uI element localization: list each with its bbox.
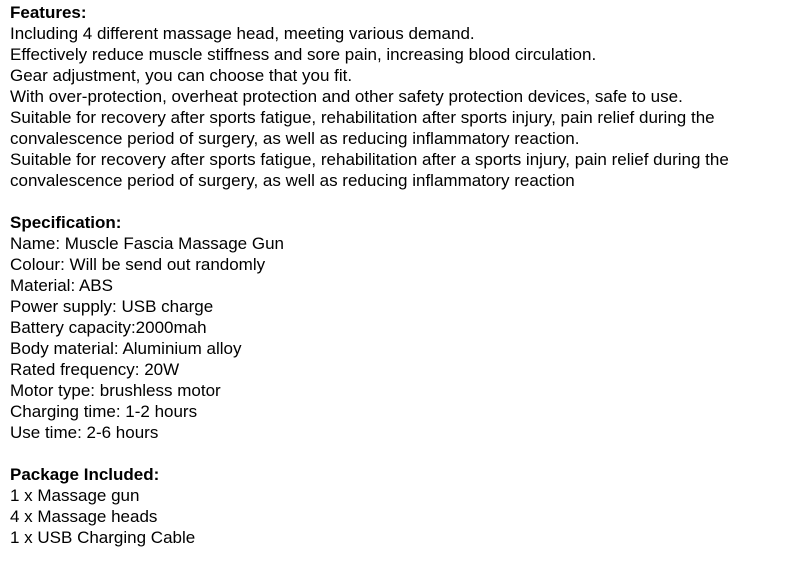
spec-item: Body material: Aluminium alloy (10, 339, 242, 358)
package-item: 1 x Massage gun (10, 486, 140, 505)
section-spacer (10, 443, 795, 464)
feature-item: Gear adjustment, you can choose that you fit. (10, 66, 353, 85)
spec-item: Battery capacity:2000mah (10, 318, 207, 337)
spec-item: Motor type: brushless motor (10, 381, 221, 400)
spec-item: Material: ABS (10, 276, 113, 295)
features-section (10, 2, 795, 191)
spec-item: Rated frequency: 20W (10, 360, 180, 379)
spec-item: Charging time: 1-2 hours (10, 402, 198, 421)
feature-item: Suitable for recovery after sports fatigue, rehabilitation after a sports injury, pain relief during the convalescence period of surgery, as well as reducing inflammatory reaction (10, 150, 729, 190)
product-description (10, 2, 795, 548)
feature-item: Including 4 different massage head, meeting various demand. (10, 24, 475, 43)
package-section (10, 464, 795, 548)
feature-item: Suitable for recovery after sports fatigue, rehabilitation after sports injury, pain relief during the convalescence period of surgery, as well as reducing inflammatory reaction. (10, 108, 715, 148)
package-item: 4 x Massage heads (10, 507, 158, 526)
features-heading: Features: (10, 3, 87, 22)
feature-item: Effectively reduce muscle stiffness and sore pain, increasing blood circulation. (10, 45, 597, 64)
package-item: 1 x USB Charging Cable (10, 528, 196, 547)
feature-item: With over-protection, overheat protection and other safety protection devices, safe to use. (10, 87, 683, 106)
spec-item: Use time: 2-6 hours (10, 423, 159, 442)
spec-item: Colour: Will be send out randomly (10, 255, 266, 274)
spec-item: Power supply: USB charge (10, 297, 214, 316)
specification-section (10, 212, 795, 443)
spec-item: Name: Muscle Fascia Massage Gun (10, 234, 284, 253)
package-heading: Package Included: (10, 465, 160, 484)
specification-heading: Specification: (10, 213, 122, 232)
section-spacer (10, 191, 795, 212)
